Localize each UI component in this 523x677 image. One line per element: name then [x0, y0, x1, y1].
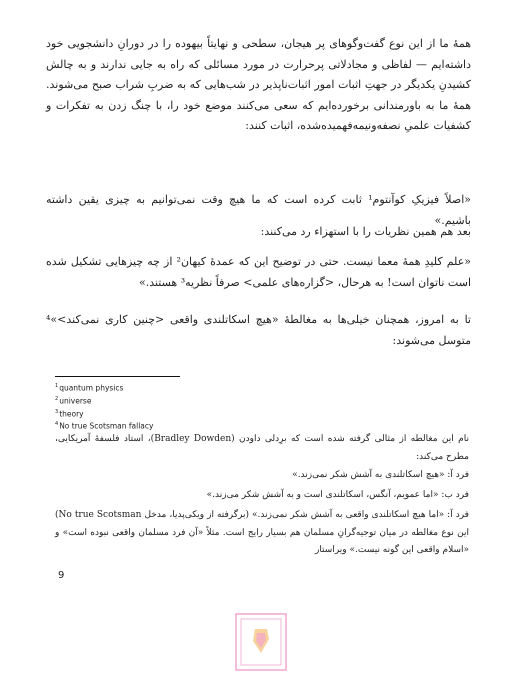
footnote-separator — [55, 376, 180, 377]
body-paragraph-1: همهٔ ما از این نوع گفت‌وگوهای پر هیجان، سطحی و نهایتاً بیهوده را در دورانِ دانشجویی خود داشته‌ایم — لفاظی و مجادلاتی پرحرارت در مورد مسائلی که راه به جایی ندارند و به چالش کشیدنِ یکدیگر در جهتِ اثبات امور اثبات‌ناپذیر در شب‌هایی که به ضربِ شراب صبح می‌شوند. همهٔ ما به باورمندانی برخورده‌ایم که سعی می‌کنند موضع خود را، با چنگ زدن به تفکرات و کشفیات علمیِ نصفه‌ونیمه‌فهمیده‌شده، اثبات کنند: — [46, 37, 471, 132]
body-paragraph-2: بعد هم همین نظریات را با استهزاء رد می‌کنند: — [260, 225, 471, 238]
editor-note-line-b: فرد ب: «اما عمویم، آنگس، اسکاتلندی است و به آشش شکر می‌زند.» — [206, 490, 469, 500]
footnote-3: $^3$theory — [55, 408, 84, 419]
body-paragraph-3: تا به امروز، همچنان خیلی‌ها به مغالطهٔ «هیچ اسکاتلندی واقعی <چنین کاری نمی‌کند>»⁴ متوسل می‌شوند: — [46, 313, 471, 347]
footnote-2: $^2$universe — [55, 395, 92, 406]
footnote-1: $^1$quantum physics — [55, 383, 124, 393]
footnotes-list — [55, 381, 255, 432]
editor-note-intro: نام این مغالطه از مثالی گرفته شده است که برِدلی داودن (Bradley Dowden)، استاد فلسفهٔ آمریکایی، مطرح می‌کند: — [55, 434, 469, 462]
page-number: 9 — [58, 570, 65, 581]
quote-science: «علم کلیدِ همهٔ معما نیست. حتی در توضیح این که عمدهٔ کیهان² از چه چیزهایی تشکیل شده است ناتوان است! به هرحال، <گزاره‌های علمی> صرفاً نظریه³ هستند.» — [46, 255, 471, 289]
editor-note-line-c: فرد آ: «اما هیچ اسکاتلندی واقعی به آشش شکر نمی‌زند.» (برگرفته از ویکی‌پدیا، مدخل No true Scotsman) این نوع مغالطه در میان توجیه‌گرانِ مسلمان هم بسیار رایج است. مثلاً «آن فرد مسلمان واقعی نبوده است» و «اسلام واقعی این گونه نیست.» ویراستار — [55, 510, 469, 555]
quote-quantum: «اصلاً فیزیکِ کوآنتوم¹ ثابت کرده است که ما هیچ وقت نمی‌توانیم به چیزی یقین داشته باشیم.» — [46, 193, 471, 227]
publisher-logo-icon — [235, 613, 287, 671]
editor-note-line-a: فرد آ: «هیچ اسکاتلندی به آشش شکر نمی‌زند.» — [292, 470, 469, 480]
footnote-4: $^4$No true Scotsman fallacy — [55, 421, 154, 431]
